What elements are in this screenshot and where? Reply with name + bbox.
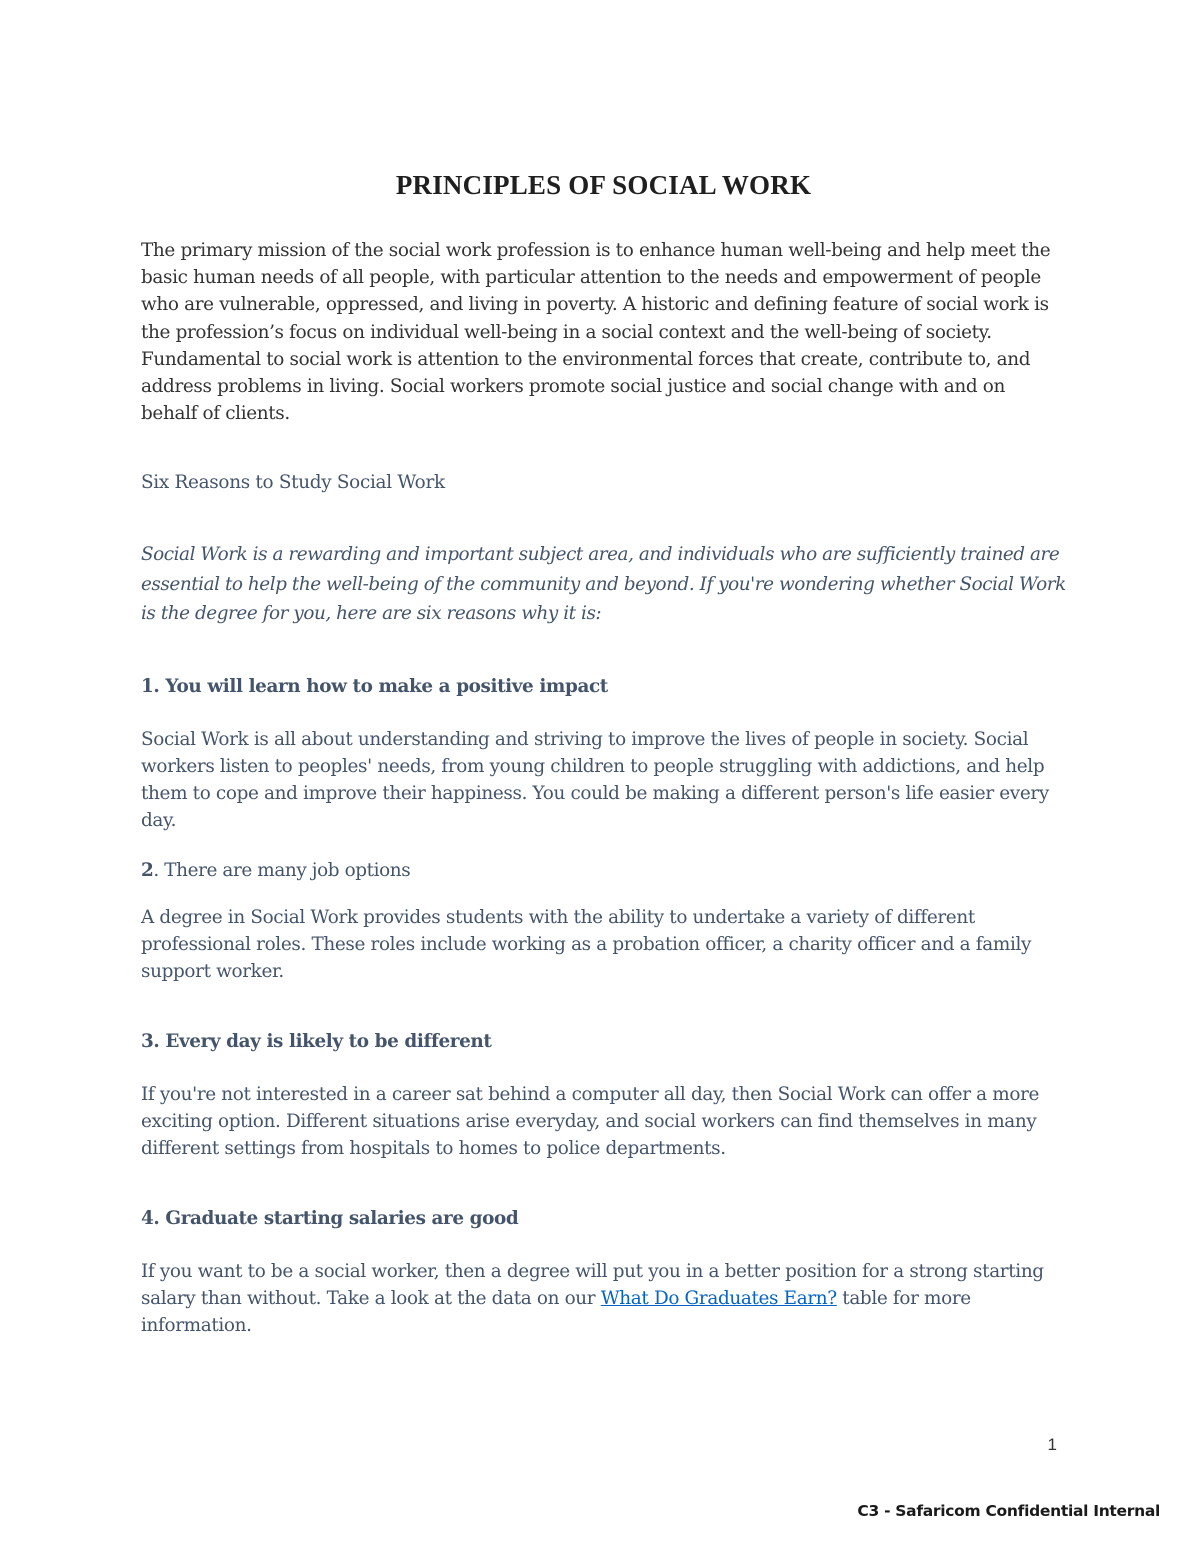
reason-4-body xyxy=(141,1258,1066,1339)
reason-4-body-text: If you want to be a social worker, then a degree will put you in a better position for a strong starting salary than without. Take a look at the data on our xyxy=(141,1260,1044,1309)
reason-3-body: If you're not interested in a career sat behind a computer all day, then Social Work can offer a more exciting option. Different situations arise everyday, and social workers can find themselves in many different settings from hospitals to homes to police departments. xyxy=(141,1083,1040,1159)
mission-paragraph: The primary mission of the social work profession is to enhance human well-being and help meet the basic human needs of all people, with particular attention to the needs and empowerment of people who are vulnerable, oppressed, and living in poverty. A historic and defining feature of social work is the profession’s focus on individual well-being in a social context and the well-being of society. Fundamental to social work is attention to the environmental forces that create, contribute to, and address problems in living. Social workers promote social justice and social change with and on behalf of clients. xyxy=(141,240,1051,425)
intro-paragraph: Social Work is a rewarding and important subject area, and individuals who are sufficiently trained are essential to help the well-being of the community and beyond. If you're wondering whether Social Work is the degree for you, here are six reasons why it is: xyxy=(141,544,1066,625)
section-subheading: Six Reasons to Study Social Work xyxy=(141,472,445,494)
page-number: 1 xyxy=(1047,1435,1057,1454)
reason-4-heading: 4. Graduate starting salaries are good xyxy=(141,1207,519,1229)
document-content xyxy=(141,170,1066,1362)
reason-1-heading: 1. You will learn how to make a positive impact xyxy=(141,675,608,697)
reason-2-number: 2 xyxy=(141,859,154,881)
graduates-earn-link[interactable]: What Do Graduates Earn? xyxy=(600,1287,837,1309)
classification-label: C3 - Safaricom Confidential Internal xyxy=(857,1502,1160,1520)
reason-2-heading xyxy=(141,857,1066,884)
reason-3-heading: 3. Every day is likely to be different xyxy=(141,1030,492,1052)
reason-4-body-text-end: table for more information. xyxy=(141,1287,971,1336)
reason-2-heading-text: . There are many job options xyxy=(153,859,411,881)
reason-1-body: Social Work is all about understanding and striving to improve the lives of people in society. Social workers listen to peoples' needs, from young children to people struggling with addictions, and help them to cope and improve their happiness. You could be making a different person's life easier every day. xyxy=(141,728,1049,831)
document-title: PRINCIPLES OF SOCIAL WORK xyxy=(395,170,812,200)
reason-2-body: A degree in Social Work provides students with the ability to undertake a variety of different professional roles. These roles include working as a probation officer, a charity officer and a family support worker. xyxy=(141,906,1032,982)
